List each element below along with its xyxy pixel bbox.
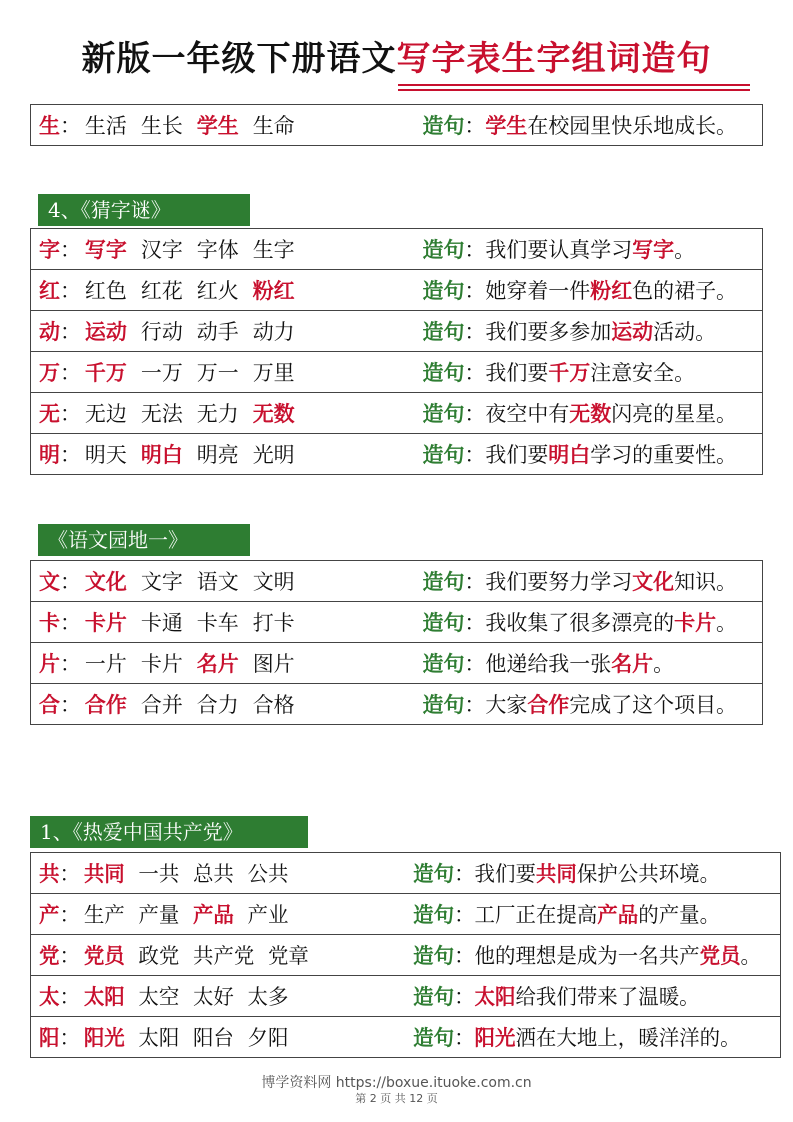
colon: ： [59,279,81,303]
example-sentence [485,648,674,678]
word-group [85,275,407,305]
sentence-text: 活动。 [653,320,717,344]
sentence-keyword: 无数 [569,401,612,426]
sentence-text: 注意安全。 [590,361,696,385]
word: 图片 [252,652,295,676]
word: 汉字 [140,238,183,262]
colon: ： [464,361,486,385]
colon: ： [59,443,81,467]
word: 万一 [196,361,239,385]
colon: ： [464,279,486,303]
sentence-keyword: 名片 [611,651,654,676]
word: 无力 [196,402,239,426]
sentence-keyword: 千万 [548,360,591,385]
word-group [85,357,407,387]
sentence-text: 给我们带来了温暖。 [515,985,700,1009]
table-row [31,1017,781,1058]
colon: ： [59,985,80,1009]
colon: ： [454,903,475,927]
word-group [85,316,407,346]
example-sentence [485,357,695,387]
word: 合力 [196,693,239,717]
word-group [85,110,407,140]
character: 生 [39,113,60,138]
table-row [31,643,763,684]
row-content [39,561,761,601]
word-group [84,981,398,1011]
example-sentence [475,981,700,1011]
table-cell [31,105,763,146]
word: 党员 [83,943,125,968]
example-sentence [485,566,737,596]
example-sentence [475,1022,741,1052]
colon: ： [59,903,80,927]
colon: ： [454,1026,475,1050]
word: 运动 [84,319,127,344]
word: 明亮 [196,443,239,467]
table-row [31,894,781,935]
example-sentence [485,316,716,346]
table-cell [31,270,763,311]
sentence-keyword: 合作 [527,692,570,717]
character: 文 [39,569,60,594]
character: 阳 [39,1025,60,1050]
table-cell [31,853,781,894]
sentence-text: 闪亮的星星。 [611,402,738,426]
example-sentence [485,275,737,305]
table-cell [31,935,781,976]
table-cell [31,352,763,393]
table-cell [31,1017,781,1058]
word: 文明 [252,570,295,594]
table-row [31,684,763,725]
character: 合 [39,692,60,717]
sentence-text: 色的裙子。 [632,279,738,303]
word-group [84,858,398,888]
word: 学生 [196,113,239,138]
character: 红 [39,278,60,303]
colon: ： [59,693,81,717]
word: 动力 [252,320,295,344]
sentence-label: 造句 [413,902,455,927]
word-group [85,566,407,596]
word: 生活 [84,114,127,138]
example-sentence [485,439,737,469]
word: 语文 [196,570,239,594]
sentence-label: 造句 [422,651,465,676]
character: 太 [39,984,60,1009]
sentence-text: 我们要 [485,443,549,467]
sentence-label: 造句 [413,861,455,886]
row-content [39,935,761,975]
row-content [39,976,761,1016]
row-content [39,643,761,683]
word-table-0 [30,104,763,146]
sentence-keyword: 阳光 [474,1025,516,1050]
word-group [85,607,407,637]
sentence-text: 大家 [485,693,528,717]
word: 太多 [247,985,289,1009]
word-table-1 [30,228,763,475]
colon: ： [464,570,486,594]
sentence-text: 保护公共环境。 [576,862,721,886]
sentence-keyword: 产品 [597,902,639,927]
sentence-label: 造句 [422,360,465,385]
example-sentence [485,234,695,264]
colon: ： [464,114,486,138]
sentence-text: 我们要 [474,862,536,886]
word: 政党 [138,944,180,968]
row-content [39,894,761,934]
colon: ： [59,114,81,138]
word: 党章 [267,944,309,968]
colon: ： [59,862,80,886]
word: 产品 [192,902,234,927]
sentence-text: 他递给我一张 [485,652,612,676]
table-row [31,311,763,352]
sentence-keyword: 学生 [485,113,528,138]
sentence-text: 夜空中有 [485,402,570,426]
footer-page-number: 第 2 页 共 12 页 [355,1092,438,1105]
sentence-text: 我们要努力学习 [485,570,633,594]
colon: ： [59,238,81,262]
word: 太阳 [138,1026,180,1050]
word: 行动 [140,320,183,344]
row-content [39,434,761,474]
word-group [84,899,398,929]
word: 太空 [138,985,180,1009]
colon: ： [464,652,486,676]
sentence-label: 造句 [422,610,465,635]
table-cell [31,393,763,434]
row-content [39,352,761,392]
sentence-text: 。 [674,238,696,262]
character: 片 [39,651,60,676]
word: 合并 [140,693,183,717]
word-group [85,398,407,428]
sentence-text: 他的理想是成为一名共产 [474,944,700,968]
table-row [31,976,781,1017]
table-row [31,105,763,146]
sentence-keyword: 共同 [535,861,577,886]
colon: ： [59,570,81,594]
word: 字体 [196,238,239,262]
colon: ： [464,611,486,635]
sentence-text: 。 [740,944,761,968]
colon: ： [454,944,475,968]
example-sentence [485,110,737,140]
sentence-keyword: 明白 [548,442,591,467]
table-row [31,352,763,393]
table-cell [31,602,763,643]
colon: ： [59,944,80,968]
sentence-label: 造句 [422,113,465,138]
word: 公共 [247,862,289,886]
row-content [39,270,761,310]
row-content [39,105,761,145]
sentence-text: 她穿着一件 [485,279,591,303]
example-sentence [475,858,721,888]
word: 写字 [84,237,127,262]
word: 生产 [83,903,125,927]
sentence-text: 。 [653,652,675,676]
word: 红火 [196,279,239,303]
word: 红花 [140,279,183,303]
word: 共产党 [192,944,255,968]
word: 共同 [83,861,125,886]
word: 千万 [84,360,127,385]
colon: ： [59,611,81,635]
sentence-text: 在校园里快乐地成长。 [527,114,738,138]
colon: ： [464,443,486,467]
footer-site: 博学资料网 https://boxue.ituoke.com.cn [261,1075,532,1091]
sentence-label: 造句 [422,319,465,344]
colon: ： [454,985,475,1009]
sentence-label: 造句 [422,442,465,467]
word: 无边 [84,402,127,426]
word-group [85,234,407,264]
word: 万里 [252,361,295,385]
table-cell [31,561,763,602]
sentence-text: 我收集了很多漂亮的 [485,611,675,635]
word: 明白 [140,442,183,467]
word: 卡片 [84,610,127,635]
word: 一片 [84,652,127,676]
page-title [0,36,793,82]
title-part-2: 写字表生字组词造句 [396,39,712,79]
word: 光明 [252,443,295,467]
section-header-yuwen: 《语文园地一》 [38,524,250,556]
word-group [85,439,407,469]
sentence-keyword: 太阳 [474,984,516,1009]
colon: ： [59,1026,80,1050]
table-row [31,935,781,976]
word: 合格 [252,693,295,717]
word: 太阳 [83,984,125,1009]
word: 卡车 [196,611,239,635]
word: 卡片 [140,652,183,676]
sentence-text: 。 [716,611,738,635]
word: 明天 [84,443,127,467]
table-row [31,602,763,643]
word-table-2 [30,560,763,725]
colon: ： [464,693,486,717]
word: 动手 [196,320,239,344]
table-row [31,561,763,602]
sentence-keyword: 粉红 [590,278,633,303]
word-group [84,940,398,970]
word-table-3 [30,852,781,1058]
sentence-keyword: 运动 [611,319,654,344]
character: 明 [39,442,60,467]
table-cell [31,229,763,270]
colon: ： [59,652,81,676]
word: 夕阳 [247,1026,289,1050]
table-row [31,229,763,270]
row-content [39,602,761,642]
sentence-label: 造句 [422,278,465,303]
sentence-text: 的产量。 [638,903,721,927]
example-sentence [475,899,721,929]
word: 红色 [84,279,127,303]
table-cell [31,684,763,725]
colon: ： [464,320,486,344]
sentence-text: 学习的重要性。 [590,443,738,467]
word: 文化 [84,569,127,594]
word: 粉红 [252,278,295,303]
word: 卡通 [140,611,183,635]
character: 共 [39,861,60,886]
word: 名片 [196,651,239,676]
sentence-keyword: 写字 [632,237,675,262]
sentence-text: 洒在大地上，暖洋洋的。 [515,1026,741,1050]
sentence-keyword: 党员 [699,943,741,968]
word: 无法 [140,402,183,426]
character: 党 [39,943,60,968]
sentence-keyword: 文化 [632,569,675,594]
sentence-label: 造句 [413,943,455,968]
word: 生长 [140,114,183,138]
table-cell [31,434,763,475]
word: 产量 [138,903,180,927]
table-cell [31,643,763,684]
sentence-keyword: 卡片 [674,610,717,635]
word: 一共 [138,862,180,886]
row-content [39,853,761,893]
row-content [39,311,761,351]
word: 阳台 [192,1026,234,1050]
colon: ： [59,402,81,426]
word: 文字 [140,570,183,594]
word-group [85,689,407,719]
sentence-text: 我们要多参加 [485,320,612,344]
table-cell [31,894,781,935]
example-sentence [475,940,761,970]
word: 太好 [192,985,234,1009]
character: 无 [39,401,60,426]
row-content [39,684,761,724]
colon: ： [464,402,486,426]
word-group [85,648,407,678]
sentence-label: 造句 [413,1025,455,1050]
sentence-label: 造句 [422,569,465,594]
colon: ： [454,862,475,886]
word-group [84,1022,398,1052]
table-row [31,270,763,311]
sentence-label: 造句 [422,401,465,426]
sentence-label: 造句 [422,237,465,262]
sentence-text: 我们要认真学习 [485,238,633,262]
sentence-text: 工厂正在提高 [474,903,598,927]
colon: ： [59,361,81,385]
word: 阳光 [83,1025,125,1050]
row-content [39,229,761,269]
example-sentence [485,607,737,637]
title-part-1: 新版一年级下册语文 [81,39,397,79]
character: 动 [39,319,60,344]
title-underline [398,84,750,91]
sentence-text: 完成了这个项目。 [569,693,738,717]
word: 无数 [252,401,295,426]
sentence-label: 造句 [422,692,465,717]
sentence-label: 造句 [413,984,455,1009]
colon: ： [464,238,486,262]
colon: ： [59,320,81,344]
word: 合作 [84,692,127,717]
character: 产 [39,902,60,927]
table-cell [31,976,781,1017]
word: 一万 [140,361,183,385]
table-row [31,434,763,475]
example-sentence [485,398,737,428]
word: 打卡 [252,611,295,635]
sentence-text: 知识。 [674,570,738,594]
word: 总共 [192,862,234,886]
table-row [31,853,781,894]
section-header-4: 4、《猜字谜》 [38,194,250,226]
table-row [31,393,763,434]
section-header-1: 1、《热爱中国共产党》 [30,816,308,848]
table-cell [31,311,763,352]
character: 字 [39,237,60,262]
character: 卡 [39,610,60,635]
word: 产业 [247,903,289,927]
sentence-text: 我们要 [485,361,549,385]
example-sentence [485,689,737,719]
row-content [39,1017,761,1057]
row-content [39,393,761,433]
character: 万 [39,360,60,385]
word: 生命 [252,114,295,138]
word: 生字 [252,238,295,262]
